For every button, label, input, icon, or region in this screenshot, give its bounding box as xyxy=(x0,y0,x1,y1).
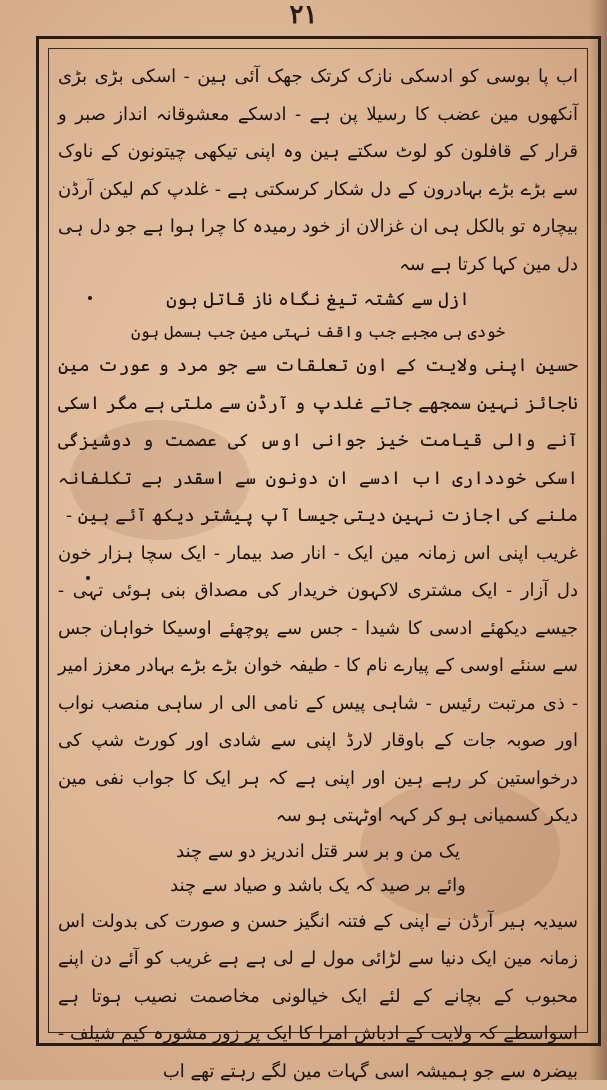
paragraph-1: اب پا بوسی کو ادسکی نازک کرتک جھک آئی ہین - اسکی بڑی بڑی آنکھوں مین عضب کا رسیلا پن ہے - ادسکے معشوقانہ انداز صبر و قرار کے قافلون کو لوٹ سکتے ہین وہ اپنی تیکھی چیتونون کے ناوک سے بڑے بڑے بہادرون کے دل شکار کرسکتی ہے - غلدپ کم لیکن آرڈن بیچارہ تو بالکل ہی ان غزالان از خود رمیدہ کا چرا ہوا ہے جو دل ہی دل مین کہا کرتا ہے سہ xyxy=(58,58,578,283)
paragraph-3: غریب اپنی اس زمانہ مین ایک - انار صد بیمار - ایک سچا ہزار خون دل آزار - ایک مشتری لاکہون خریدار کی مصداق بنی ہوئی تہی - جیسے دیکھئے ادسی کا شیدا - جس سے پوچھئے اوسیکا خواہان جس سے سنئے اوسی کے پیارے نام کا - طیفہ خوان بڑے بڑے بہادر معزز امیر - ذی مرتبت رئیس - شاہی پیس کے نامی الی ار ساہی منصب نواب اور صوبہ جات کے باوقار لارڈ اپنی سے شادی اور کورٹ شپ کی درخواستین کر رہے ہین اور اپنی ہے کہ ہر ایک کا جواب نفی مین دیکر کسمیانی ہو کر کہہ اوٹہتی ہو سہ xyxy=(58,535,578,835)
main-text-block xyxy=(58,58,578,1018)
ink-dot xyxy=(88,296,92,300)
verse-line-4: وائے بر صید کہ یک باشد و صیاد سے چند xyxy=(58,869,578,903)
verse-line-3: یک من و بر سر قتل اندریز دو سے چند xyxy=(58,835,578,869)
verse-line-2: خودی ہی مجبے جب واقف نہتی مین جب بسمل ہون xyxy=(58,317,578,347)
ink-dot xyxy=(86,576,90,580)
page-number: ۲۱ xyxy=(0,0,607,30)
paragraph-2: حسین اپنی ولایت کے اون تعلقات سے جو مرد و عورت مین ناجائز نہین سمجھے جاتے غلدپ و آرڈن سے ملتی ہے مگر اسکی آنے والی قیامت خیز جوانی اوس کی عصمت و دوشیزگی اسکی خودداری اب ادسے ان دونون سے اسقدر بے تکلفانہ ملنے کی اجازت نہین دیتی جیسا آپ پیشتر دیکھ آئے ہین - xyxy=(58,347,578,535)
verse-line-1: ازل سے کشتہ تیغ نگاہ ناز قاتل ہون xyxy=(58,283,578,317)
paragraph-4: سیدیہ ہیر آرڈن نے اپنی کے فتنہ انگیز حسن و صورت کی بدولت اس زمانہ مین ایک دنیا سے لڑائی مول لے لی ہے ہے غریب کو آئے دن اپنے محبوب کے بچانے کے لئے ایک خیالونی مخاصمت نصیب ہوتا ہے اسواسطے کہ ولایت کے ادباش امرا کا ایک پر زور مشورہ کیم شیلف - بیضرہ سے جو ہمیشہ اسی گہات مین لگے رہتے تھے اب xyxy=(58,903,578,1090)
